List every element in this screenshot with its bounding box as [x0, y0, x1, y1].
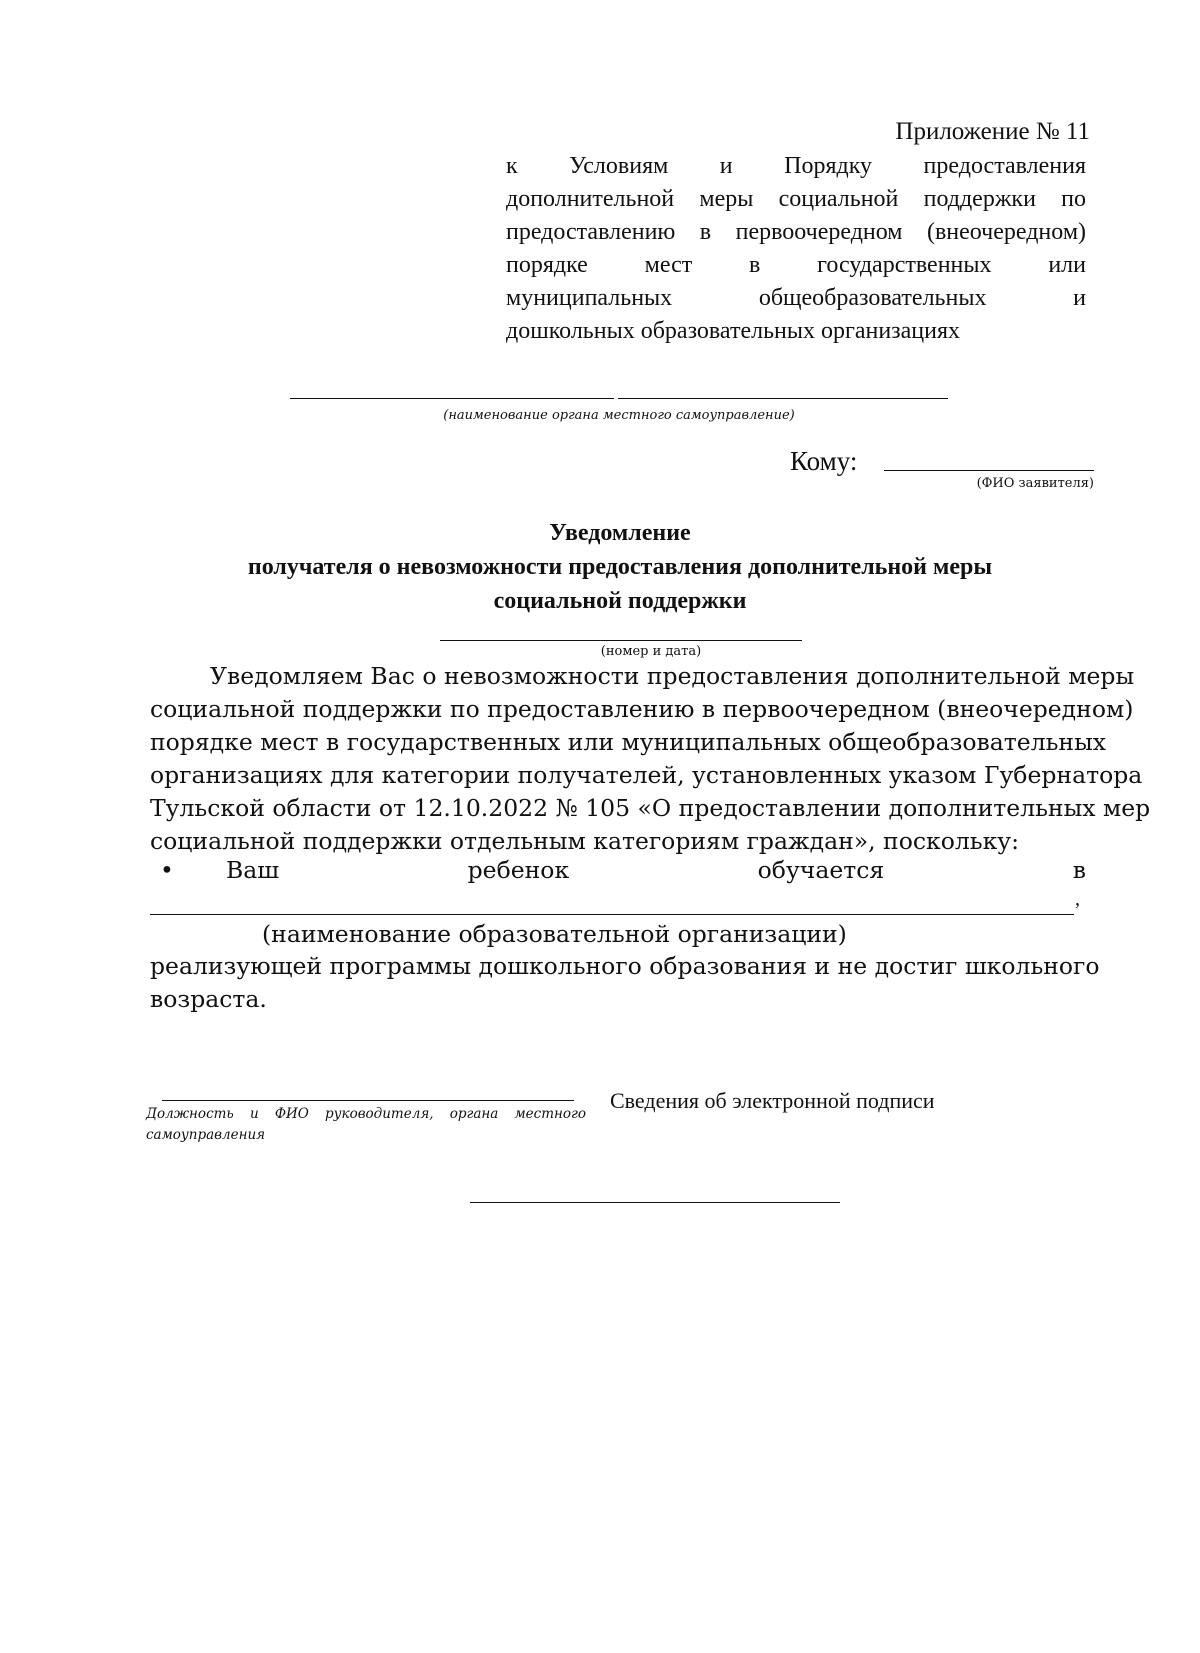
title-line-3: социальной поддержки [493, 588, 747, 614]
body-line: Тульской области от 12.10.2022 № 105 «О предоставлении дополнительных мер [150, 794, 1151, 822]
authority-line-left [290, 398, 614, 399]
title-line-2: получателя о невозможности предоставления дополнительной меры [247, 554, 993, 580]
title-line-1: Уведомление [549, 520, 691, 546]
authority-line-right [618, 398, 948, 399]
body-line: порядке мест в государственных или муниципальных общеобразовательных [150, 728, 1107, 756]
bullet-word: в [1072, 856, 1086, 884]
signature-line [162, 1100, 574, 1101]
appendix-title: Приложение № 11 [895, 118, 1090, 145]
bullet-item [150, 856, 1086, 884]
closing-line: реализующей программы дошкольного образования и не достиг школьного [150, 952, 1100, 980]
bullet-symbol: • [160, 856, 174, 884]
organization-comma: , [1075, 888, 1080, 910]
number-date-line [440, 640, 802, 641]
electronic-signature-info: Сведения об электронной подписи [610, 1088, 935, 1113]
closing-text [150, 950, 1100, 1016]
signature-caption-line-1: Должность и ФИО руководителя, органа местного [146, 1106, 586, 1122]
bullet-word: ребенок [467, 856, 570, 884]
recipient-label: Кому: [790, 446, 858, 476]
body-line: социальной поддержки отдельным категориям граждан», поскольку: [150, 827, 1020, 855]
bullet-words [226, 856, 1086, 884]
recipient-caption: (ФИО заявителя) [976, 476, 1094, 491]
organization-caption: (наименование образовательной организации) [262, 920, 847, 948]
appendix-line: к Условиям и Порядку предоставления [506, 153, 1086, 179]
organization-line [150, 914, 1074, 915]
body-line: социальной поддержки по предоставлению в первоочередном (внеочередном) [150, 695, 1134, 723]
body-line: организациях для категории получателей, установленных указом Губернатора [150, 761, 1143, 789]
footer-separator [470, 1202, 840, 1203]
notice-title [140, 516, 1100, 618]
appendix-line: дошкольных образовательных организациях [506, 318, 961, 344]
appendix-line: муниципальных общеобразовательных и [506, 285, 1086, 311]
signature-caption-line-2: самоуправления [146, 1127, 266, 1143]
closing-line: возраста. [150, 985, 267, 1013]
bullet-word: обучается [757, 856, 885, 884]
appendix-description [506, 150, 1086, 348]
appendix-line: предоставлению в первоочередном (внеочередном) [506, 219, 1086, 245]
body-line: Уведомляем Вас о невозможности предоставления дополнительной меры [210, 662, 1135, 690]
recipient-line [884, 470, 1094, 471]
number-date-caption: (номер и дата) [600, 644, 702, 659]
authority-caption: (наименование органа местного самоуправление) [443, 408, 795, 423]
notice-body [150, 660, 1151, 858]
signature-caption [146, 1104, 586, 1146]
appendix-line: дополнительной меры социальной поддержки по [506, 186, 1086, 212]
appendix-line: порядке мест в государственных или [506, 252, 1086, 278]
bullet-word: Ваш [226, 856, 280, 884]
